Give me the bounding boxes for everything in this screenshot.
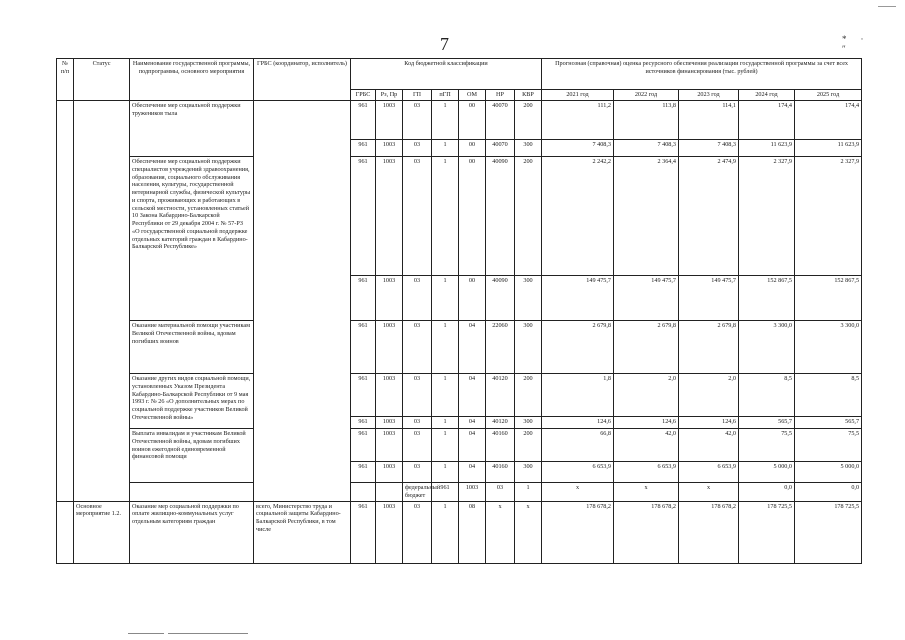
row-num-cell <box>57 501 74 563</box>
amount-cell: 124,6 <box>542 417 614 429</box>
code-cell: 1003 <box>376 276 403 321</box>
code-cell: 200 <box>515 101 542 140</box>
code-cell: 1003 <box>376 140 403 157</box>
amount-cell: 149 475,7 <box>542 276 614 321</box>
code-cell: 200 <box>515 374 542 417</box>
amount-cell: 152 867,5 <box>795 276 862 321</box>
code-cell: 300 <box>515 276 542 321</box>
main-event-row <box>57 501 862 563</box>
code-cell: 40120 <box>486 417 515 429</box>
amount-cell: 7 408,3 <box>542 140 614 157</box>
code-cell: 200 <box>515 157 542 276</box>
code-cell: 40070 <box>486 140 515 157</box>
code-cell: 1 <box>432 140 459 157</box>
amount-cell: 42,0 <box>679 429 739 462</box>
subheader-cell: 2024 год <box>739 90 795 101</box>
amount-cell: 124,6 <box>679 417 739 429</box>
main-event-name: Оказание мер социальной поддержки по оплате жилищно-коммунальных услуг отдельным категориям граждан <box>130 501 254 563</box>
code-cell: 961 <box>351 276 376 321</box>
code-cell: 1 <box>432 501 459 563</box>
amount-cell: 111,2 <box>542 101 614 140</box>
subheader-cell: НР <box>486 90 515 101</box>
amount-cell: 3 300,0 <box>739 321 795 374</box>
subheader-cell: ОМ <box>459 90 486 101</box>
header-name: Наименование государственной программы, подпрограммы, основного мероприятия <box>130 59 254 101</box>
code-cell: 04 <box>459 429 486 462</box>
event-name: Выплата инвалидам и участникам Великой Отечественной войны, вдовам погибших воинов ежегодной единовременной финансовой помощи <box>130 429 254 483</box>
amount-cell: 124,6 <box>614 417 679 429</box>
code-cell: 03 <box>403 157 432 276</box>
event-name: Обеспечение мер социальной поддержки тружеников тыла <box>130 101 254 157</box>
code-cell: x <box>486 501 515 563</box>
code-cell: 40160 <box>486 429 515 462</box>
code-cell: 03 <box>403 374 432 417</box>
table-row <box>57 374 862 417</box>
amount-cell: 3 300,0 <box>795 321 862 374</box>
code-cell: 961 <box>351 157 376 276</box>
amount-cell: 42,0 <box>614 429 679 462</box>
amount-cell: 2 327,9 <box>795 157 862 276</box>
code-cell: 961 <box>351 374 376 417</box>
row-num-cell <box>130 483 254 502</box>
amount-cell: 178 678,2 <box>614 501 679 563</box>
amount-cell: 8,5 <box>795 374 862 417</box>
funding-source-label: федеральный бюджет <box>403 483 432 502</box>
amount-cell: 149 475,7 <box>614 276 679 321</box>
amount-cell: 1,8 <box>542 374 614 417</box>
code-cell: 1 <box>432 157 459 276</box>
bottom-rule-right <box>168 633 248 634</box>
amount-cell: 2 364,4 <box>614 157 679 276</box>
code-cell: 961 <box>351 101 376 140</box>
header-num: № п/п <box>57 59 74 101</box>
event-name: Оказание материальной помощи участникам Великой Отечественной войны, вдовам погибших воинов <box>130 321 254 374</box>
amount-cell: 113,8 <box>614 101 679 140</box>
amount-cell: 11 623,9 <box>795 140 862 157</box>
main-event-status: Основное мероприятие 1.2. <box>74 501 130 563</box>
code-cell: 961 <box>351 429 376 462</box>
event-name <box>376 483 403 502</box>
main-event-coordinator: всего, Министерство труда и социальной защиты Кабардино-Балкарской Республики, в том числе <box>254 501 351 563</box>
amount-cell: 11 623,9 <box>739 140 795 157</box>
code-cell: x <box>542 483 614 502</box>
amount-cell: 114,1 <box>679 101 739 140</box>
code-cell: 1003 <box>376 374 403 417</box>
amount-cell: 6 653,9 <box>542 462 614 483</box>
subheader-cell: ГП <box>403 90 432 101</box>
code-cell: 03 <box>403 101 432 140</box>
code-cell: 40160 <box>486 462 515 483</box>
code-cell: x <box>515 501 542 563</box>
header-grbs-coordinator: ГРБС (координатор, исполнитель) <box>254 59 351 101</box>
code-cell: 00 <box>459 101 486 140</box>
corner-marks: *· ″ <box>842 34 878 54</box>
amount-cell: 8,5 <box>739 374 795 417</box>
amount-cell: 0,0 <box>795 483 862 502</box>
code-cell: 03 <box>486 483 515 502</box>
code-cell: x <box>679 483 739 502</box>
subheader-cell: 2021 год <box>542 90 614 101</box>
amount-cell: 2,0 <box>614 374 679 417</box>
subheader-cell: 2023 год <box>679 90 739 101</box>
row-status-cell <box>351 483 376 502</box>
table-row <box>57 429 862 462</box>
code-cell: 1 <box>432 417 459 429</box>
table-row <box>57 321 862 374</box>
subheader-cell: Рз, Пр <box>376 90 403 101</box>
code-cell: 00 <box>459 276 486 321</box>
amount-cell: 178 678,2 <box>679 501 739 563</box>
code-cell: 04 <box>459 374 486 417</box>
code-cell: 1 <box>432 276 459 321</box>
amount-cell: 5 000,0 <box>739 462 795 483</box>
amount-cell: 75,5 <box>795 429 862 462</box>
amount-cell: 174,4 <box>739 101 795 140</box>
amount-cell: 565,7 <box>795 417 862 429</box>
amount-cell: 7 408,3 <box>679 140 739 157</box>
subheader-cell: 2022 год <box>614 90 679 101</box>
code-cell: 1003 <box>376 462 403 483</box>
code-cell: 03 <box>403 321 432 374</box>
amount-cell: 2 679,8 <box>542 321 614 374</box>
header-status: Статус <box>74 59 130 101</box>
bottom-rule-left <box>128 633 164 634</box>
code-cell: 03 <box>403 462 432 483</box>
amount-cell: 2 679,8 <box>679 321 739 374</box>
code-cell: 961 <box>351 462 376 483</box>
code-cell: 40120 <box>486 374 515 417</box>
grbs-coordinator-cell <box>254 101 351 502</box>
subheader-cell: 2025 год <box>795 90 862 101</box>
code-cell: 1003 <box>376 429 403 462</box>
code-cell: 03 <box>403 276 432 321</box>
page-number: 7 <box>440 34 449 54</box>
amount-cell: 178 678,2 <box>542 501 614 563</box>
corner-scan-line <box>878 6 896 7</box>
header-forecast: Прогнозная (справочная) оценка ресурсного обеспечения реализации государственной программы за счет всех источников финансирования (тыс. рублей) <box>542 59 862 90</box>
code-cell: 300 <box>515 462 542 483</box>
amount-cell: 178 725,5 <box>739 501 795 563</box>
federal-budget-row <box>57 483 862 502</box>
code-cell: 00 <box>459 140 486 157</box>
code-cell: 300 <box>515 321 542 374</box>
amount-cell: 66,8 <box>542 429 614 462</box>
header-budget-code: Код бюджетной классификации <box>351 59 542 90</box>
subheader-cell: КВР <box>515 90 542 101</box>
code-cell: 300 <box>515 140 542 157</box>
code-cell: 04 <box>459 417 486 429</box>
amount-cell: 2 474,9 <box>679 157 739 276</box>
code-cell: 22060 <box>486 321 515 374</box>
code-cell: 1 <box>432 321 459 374</box>
code-cell: 1 <box>432 101 459 140</box>
code-cell: 961 <box>351 417 376 429</box>
table-row <box>57 157 862 276</box>
amount-cell: 152 867,5 <box>739 276 795 321</box>
amount-cell: 7 408,3 <box>614 140 679 157</box>
amount-cell: 2 679,8 <box>614 321 679 374</box>
code-cell: 961 <box>432 483 459 502</box>
code-cell: 1003 <box>376 101 403 140</box>
code-cell: 08 <box>459 501 486 563</box>
row-num-cell <box>57 101 74 502</box>
amount-cell: 75,5 <box>739 429 795 462</box>
code-cell: 04 <box>459 462 486 483</box>
amount-cell: 5 000,0 <box>795 462 862 483</box>
table-row <box>57 101 862 140</box>
code-cell: 1 <box>432 462 459 483</box>
code-cell: 00 <box>459 157 486 276</box>
code-cell: 03 <box>403 501 432 563</box>
code-cell: 1003 <box>459 483 486 502</box>
code-cell: 1 <box>515 483 542 502</box>
code-cell: 04 <box>459 321 486 374</box>
amount-cell: 174,4 <box>795 101 862 140</box>
amount-cell: 178 725,5 <box>795 501 862 563</box>
amount-cell: 6 653,9 <box>679 462 739 483</box>
code-cell: 40090 <box>486 276 515 321</box>
amount-cell: 0,0 <box>739 483 795 502</box>
code-cell: 03 <box>403 429 432 462</box>
code-cell: 1 <box>432 429 459 462</box>
code-cell: 300 <box>515 417 542 429</box>
code-cell: 1003 <box>376 501 403 563</box>
amount-cell: 565,7 <box>739 417 795 429</box>
code-cell: 03 <box>403 140 432 157</box>
code-cell: 1003 <box>376 417 403 429</box>
code-cell: 961 <box>351 501 376 563</box>
code-cell: 03 <box>403 417 432 429</box>
amount-cell: 6 653,9 <box>614 462 679 483</box>
code-cell: 1003 <box>376 321 403 374</box>
resource-table <box>56 58 862 564</box>
amount-cell: 149 475,7 <box>679 276 739 321</box>
code-cell: 40090 <box>486 157 515 276</box>
amount-cell: 2 327,9 <box>739 157 795 276</box>
code-cell: 961 <box>351 140 376 157</box>
code-cell: 1003 <box>376 157 403 276</box>
amount-cell: 2 242,2 <box>542 157 614 276</box>
code-cell: 1 <box>432 374 459 417</box>
subheader-cell: пГП <box>432 90 459 101</box>
row-status-cell <box>74 101 130 502</box>
event-name: Оказание других видов социальной помощи, установленных Указом Президента Кабардино-Балкарской Республики от 9 мая 1993 г. № 26 «О дополнительных мерах по социальной поддержке участников Великой Отечественной войны» <box>130 374 254 429</box>
subheader-cell: ГРБС <box>351 90 376 101</box>
amount-cell: 2,0 <box>679 374 739 417</box>
code-cell: 961 <box>351 321 376 374</box>
code-cell: x <box>614 483 679 502</box>
event-name: Обеспечение мер социальной поддержки специалистов учреждений здравоохранения, образования, социального обслуживания населения, культуры, государственной ветеринарной службы, физической культуры и спорта, проживающих и работающих в сельской местности, установленных статьей 10 Закона Кабардино-Балкарской Республики от 29 декабря 2004 г. № 57-РЗ «О государственной социальной поддержке отдельных категорий граждан в Кабардино-Балкарской Республике» <box>130 157 254 321</box>
code-cell: 200 <box>515 429 542 462</box>
code-cell: 40070 <box>486 101 515 140</box>
